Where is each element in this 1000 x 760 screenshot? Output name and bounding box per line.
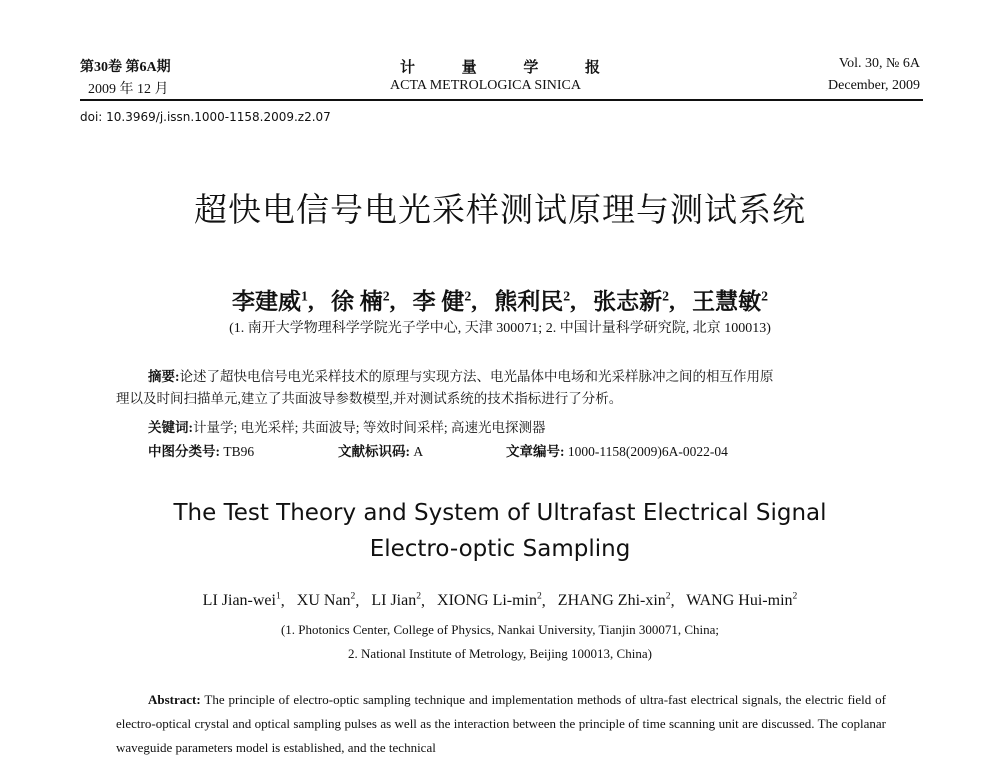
affiliations-en-line: 2. National Institute of Metrology, Beijing 100013, China) bbox=[348, 646, 652, 661]
abstract-zh-line: 理以及时间扫描单元,建立了共面波导参数模型,并对测试系统的技术指标进行了分析。 bbox=[116, 391, 623, 406]
abstract-zh-label: 摘要: bbox=[148, 369, 180, 384]
abstract-zh bbox=[116, 366, 886, 410]
author-en: ZHANG Zhi-xin$^2$ bbox=[557, 591, 671, 610]
journal-name-zh bbox=[400, 56, 600, 77]
abstract-en bbox=[116, 688, 886, 760]
affiliations-en-line: (1. Photonics Center, College of Physics, Nankai University, Tianjin 300071, China; bbox=[280, 622, 720, 637]
title-en-line: Electro-optic Sampling bbox=[369, 536, 631, 562]
journal-date-zh: 2009 年 12 月 bbox=[88, 82, 169, 97]
clc-number: 中图分类号: TB96 bbox=[148, 444, 255, 459]
journal-name-char: 学 bbox=[523, 60, 539, 76]
journal-volume-en: Vol. 30, № 6A bbox=[838, 56, 920, 71]
journal-name-en: ACTA METROLOGICA SINICA bbox=[390, 78, 581, 93]
author-en: XU Nan$^2$ bbox=[296, 591, 356, 610]
authors-en: LI Jian-wei$^1$, XU Nan$^2$, LI Jian$^2$, XIONG $Li-\min^2$, ZHANG Zhi-xin$^2$, WANG Hui-$\min^2$ bbox=[202, 591, 798, 610]
keywords-zh-text: 计量学; 电光采样; 共面波导; 等效时间采样; 高速光电探测器 bbox=[193, 420, 546, 435]
authors-zh: 李建威$^1$, 徐 楠$^2$, 李 健$^2$, 熊利民$^2$, 张志新$^2$, 王慧敏$^2$ bbox=[232, 288, 768, 314]
title-en bbox=[0, 495, 1000, 567]
author-zh: 徐 楠$^2$ bbox=[330, 288, 390, 314]
header-rule bbox=[80, 99, 923, 101]
author-zh: 张志新$^2$ bbox=[593, 288, 670, 314]
author-en: LI Jian$^2$ bbox=[371, 591, 422, 610]
journal-volume-zh: 第30卷 第6A期 bbox=[80, 60, 171, 75]
journal-date-en: December, 2009 bbox=[828, 78, 920, 93]
abstract-en-text: The principle of electro-optic sampling technique and implementation methods of ultra-fast electrical signals, the electric field of electro-optical crystal and optical sampling pulses as well as the interaction between the principle of time scanning unit are discussed. The coplanar waveguide parameters model is established, and the technical bbox=[116, 692, 887, 755]
author-zh: 熊利民$^2$ bbox=[494, 288, 571, 314]
title-en-line: The Test Theory and System of Ultrafast Electrical Signal bbox=[173, 500, 827, 526]
keywords-zh bbox=[148, 416, 546, 436]
author-zh: 李建威$^1$ bbox=[232, 288, 308, 314]
author-en: XIONG $Li-\min^2$ bbox=[437, 591, 542, 610]
author-en: LI Jian-wei$^1$ bbox=[202, 591, 281, 610]
doi: doi: 10.3969/j.issn.1000-1158.2009.z2.07 bbox=[80, 110, 331, 124]
classification-row bbox=[148, 440, 848, 460]
abstract-en-label: Abstract: bbox=[148, 692, 201, 707]
author-zh: 李 健$^2$ bbox=[412, 288, 472, 314]
title-zh: 超快电信号电光采样测试原理与测试系统 bbox=[194, 193, 806, 229]
journal-name-char: 计 bbox=[400, 60, 416, 76]
author-en: WANG Hui-$\min^2$ bbox=[686, 591, 798, 610]
keywords-zh-label: 关键词: bbox=[148, 420, 193, 435]
abstract-zh-line: 论述了超快电信号电光采样技术的原理与实现方法、电光晶体中电场和光采样脉冲之间的相互作用原 bbox=[179, 369, 774, 384]
author-zh: 王慧敏$^2$ bbox=[692, 288, 768, 314]
journal-name-char: 量 bbox=[461, 60, 477, 76]
article-number: 文章编号: 1000-1158(2009)6A-0022-04 bbox=[506, 444, 728, 459]
document-code: 文献标识码: A bbox=[338, 444, 424, 459]
journal-name-char: 报 bbox=[584, 60, 600, 76]
affiliations-zh: (1. 南开大学物理科学学院光子学中心, 天津 300071; 2. 中国计量科学研究院, 北京 100013) bbox=[229, 321, 771, 336]
